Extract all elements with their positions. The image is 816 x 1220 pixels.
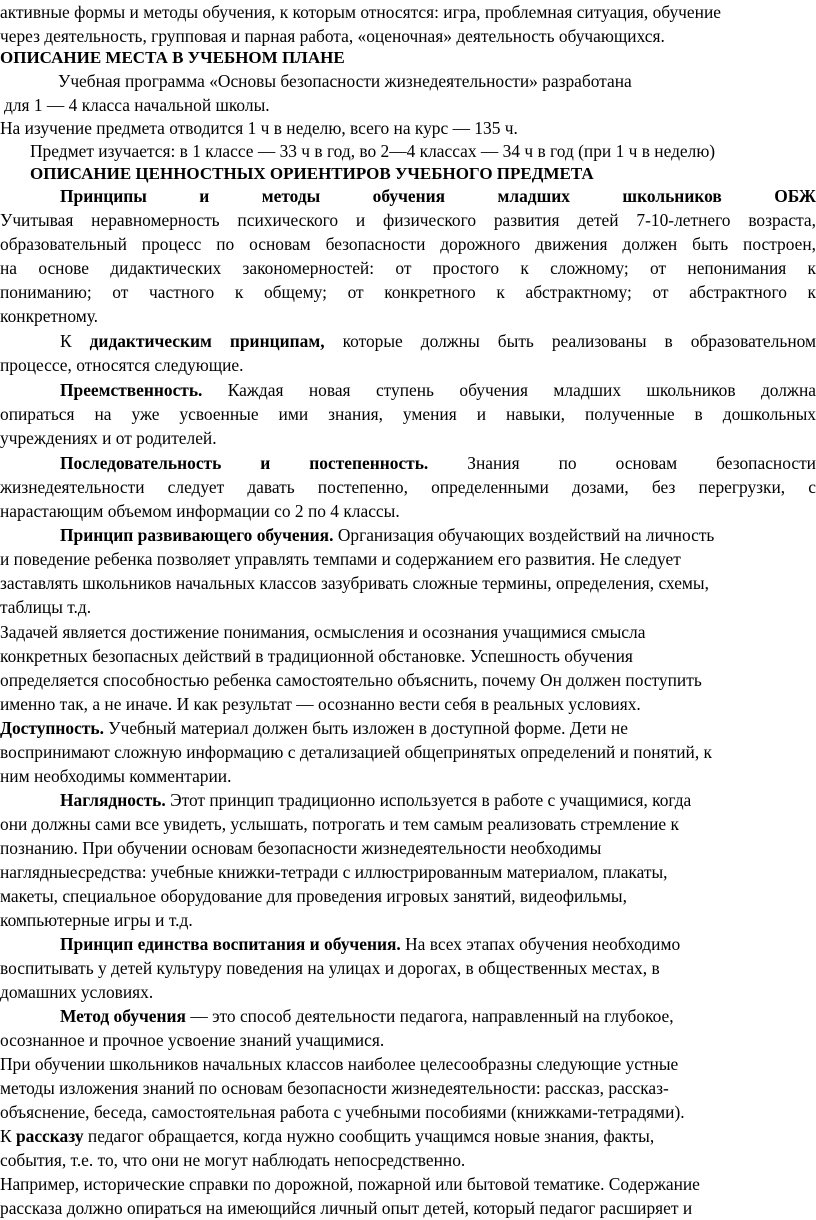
subsection-heading: Принципы и методы обучения младших школьников ОБЖ xyxy=(60,186,816,206)
text-line: таблицы т.д. xyxy=(0,597,92,617)
paragraph-line xyxy=(0,378,816,402)
text-line: определяется способностью ребенка самостоятельно объяснить, почему Он должен поступить xyxy=(0,670,702,690)
text-line: рассказа должно опираться на имеющийся личный опыт детей, который педагог расширяет и xyxy=(0,1198,693,1218)
text-line: процессе, относятся следующие. xyxy=(0,355,244,375)
text-line: Предмет изучается: в 1 классе — 33 ч в год, во 2—4 классах — 34 ч в год (при 1 ч в неделю) xyxy=(30,141,716,161)
text-line: активные формы и методы обучения, к которым относятся: игра, проблемная ситуация, обучение xyxy=(0,2,721,22)
text-line: конкретных безопасных действий в традиционной обстановке. Успешность обучения xyxy=(0,646,633,666)
text-line: они должны сами все увидеть, услышать, потрогать и тем самым реализовать стремление к xyxy=(0,814,679,834)
text-line: наглядныесредства: учебные книжки-тетради с иллюстрированным материалом, плакаты, xyxy=(0,862,668,882)
text-line: домашних условиях. xyxy=(0,982,154,1002)
paragraph-line xyxy=(0,329,816,353)
text-line: жизнедеятельности следует давать постепенно, определенными дозами, без перегрузки, с xyxy=(0,477,816,497)
bold-term: Принцип единства воспитания и обучения. xyxy=(60,934,401,954)
text-line: на основе дидактических закономерностей: от простого к сложному; от непонимания к xyxy=(0,258,816,278)
text-line: макеты, специальное оборудование для проведения игровых занятий, видеофильмы, xyxy=(0,886,627,906)
text-line: При обучении школьников начальных классов наиболее целесообразны следующие устные xyxy=(0,1054,679,1074)
bold-term: Наглядность. xyxy=(60,790,166,810)
text-line: воспитывать у детей культуру поведения на улицах и дорогах, в общественных местах, в xyxy=(0,958,660,978)
text-fragment: Каждая новая ступень обучения младших школьников должна xyxy=(227,380,816,400)
bold-term: Метод обучения xyxy=(60,1006,186,1026)
section-heading: ОПИСАНИЕ МЕСТА В УЧЕБНОМ ПЛАНЕ xyxy=(0,48,345,67)
text-line: Например, исторические справки по дорожной, пожарной или бытовой тематике. Содержание xyxy=(0,1174,700,1194)
text-line: опираться на уже усвоенные ими знания, умения и навыки, полученные в дошкольных xyxy=(0,404,816,424)
paragraph-line xyxy=(0,932,816,956)
paragraph-line xyxy=(0,1004,816,1028)
bold-term: дидактическим принципам, xyxy=(89,331,325,351)
paragraph-line xyxy=(0,1124,816,1148)
text-fragment: педагог обращается, когда нужно сообщить учащимся новые знания, факты, xyxy=(87,1126,655,1146)
text-line: через деятельность, групповая и парная работа, «оценочная» деятельность обучающихся. xyxy=(0,26,665,46)
text-line: конкретному. xyxy=(0,306,99,326)
text-fragment: которые должны быть реализованы в образовательном xyxy=(342,331,816,351)
text-fragment: Этот принцип традиционно используется в работе с учащимися, когда xyxy=(170,790,692,810)
bold-term: Последовательность и постепенность. xyxy=(60,453,429,473)
text-line: именно так, а не иначе. И как результат — осознанно вести себя в реальных условиях. xyxy=(0,694,641,714)
text-line: объяснение, беседа, самостоятельная работа с учебными пособиями (книжками-тетрадями). xyxy=(0,1102,685,1122)
text-line: воспринимают сложную информацию с детализацией общепринятых определений и понятий, к xyxy=(0,742,712,762)
paragraph-line xyxy=(0,523,816,547)
text-line: пониманию; от частного к общему; от конкретного к абстрактному; от абстрактного к xyxy=(0,282,816,302)
text-fragment: К xyxy=(0,1126,12,1146)
text-line: Задачей является достижение понимания, осмысления и осознания учащимися смысла xyxy=(0,622,646,642)
text-line: осознанное и прочное усвоение знаний учащимися. xyxy=(0,1030,385,1050)
section-heading: ОПИСАНИЕ ЦЕННОСТНЫХ ОРИЕНТИРОВ УЧЕБНОГО ПРЕДМЕТА xyxy=(30,164,594,183)
text-line: нарастающим объемом информации со 2 по 4 классы. xyxy=(0,501,400,521)
text-line: образовательный процесс по основам безопасности дорожного движения должен быть построен, xyxy=(0,234,816,254)
bold-term: Преемственность. xyxy=(60,380,203,400)
text-line: Учитывая неравномерность психического и физического развития детей 7-10-летнего возраста, xyxy=(0,210,816,230)
text-line: познанию. При обучении основам безопасности жизнедеятельности необходимы xyxy=(0,838,602,858)
paragraph-line xyxy=(0,716,816,740)
text-line: ним необходимы комментарии. xyxy=(0,766,232,786)
text-fragment: Учебный материал должен быть изложен в доступной форме. Дети не xyxy=(108,718,628,738)
bold-term: рассказу xyxy=(15,1126,84,1146)
text-line: заставлять школьников начальных классов зазубривать сложные термины, определения, схемы, xyxy=(0,573,709,593)
paragraph-line xyxy=(0,451,816,475)
text-line: учреждениях и от родителей. xyxy=(0,428,217,448)
text-fragment: Знания по основам безопасности xyxy=(467,453,816,473)
text-line: На изучение предмета отводится 1 ч в неделю, всего на курс — 135 ч. xyxy=(0,118,518,138)
bold-term: Принцип развивающего обучения. xyxy=(60,525,334,545)
paragraph-line xyxy=(0,788,816,812)
text-fragment: На всех этапах обучения необходимо xyxy=(405,934,681,954)
text-line: Учебная программа «Основы безопасности жизнедеятельности» разработана xyxy=(58,71,632,91)
text-line: события, т.е. то, что они не могут наблюдать непосредственно. xyxy=(0,1150,466,1170)
text-line: для 1 — 4 класса начальной школы. xyxy=(4,95,270,115)
text-fragment: К xyxy=(60,331,72,351)
text-fragment: Организация обучающих воздействий на личность xyxy=(337,525,715,545)
text-line: и поведение ребенка позволяет управлять темпами и содержанием его развития. Не следует xyxy=(0,549,681,569)
text-fragment: — это способ деятельности педагога, направленный на глубокое, xyxy=(190,1006,674,1026)
text-line: компьютерные игры и т.д. xyxy=(0,910,193,930)
text-line: методы изложения знаний по основам безопасности жизнедеятельности: рассказ, рассказ- xyxy=(0,1078,669,1098)
bold-term: Доступность. xyxy=(0,718,104,738)
